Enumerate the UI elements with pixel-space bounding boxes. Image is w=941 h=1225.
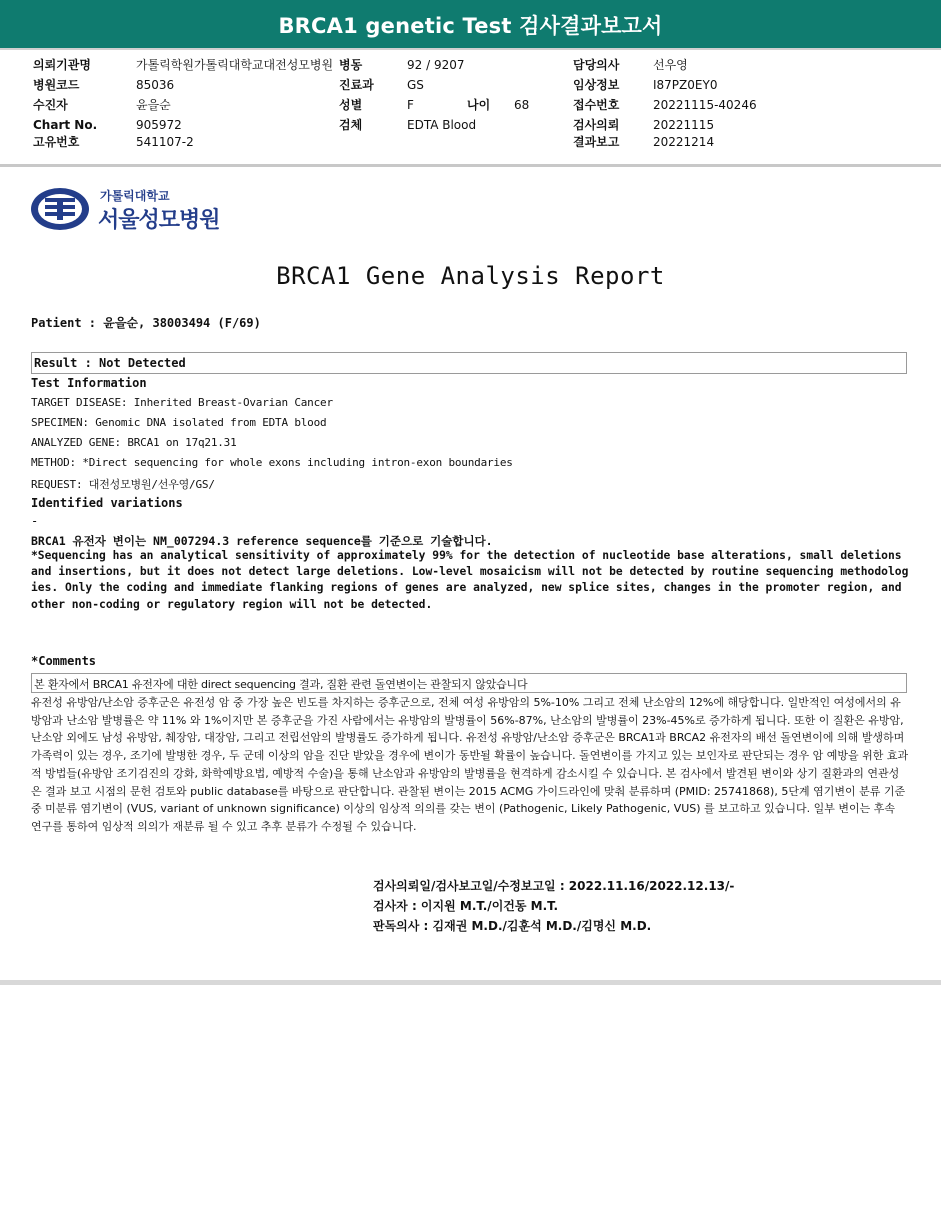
label-physician: 담당의사 [573, 58, 620, 72]
value-hospital-code: 85036 [136, 78, 175, 92]
reference-sequence-line: BRCA1 유전자 변이는 NM_007294.3 reference sequence를 기준으로 기술합니다. [31, 534, 493, 548]
analyzed-gene: ANALYZED GENE: BRCA1 on 17q21.31 [31, 436, 237, 449]
header-column-1 [33, 55, 333, 152]
value-unique-id: 541107-2 [136, 135, 194, 149]
label-specimen: 검체 [339, 118, 363, 132]
comment-summary: 본 환자에서 BRCA1 유전자에 대한 direct sequencing 결과, 질환 관련 돌연변이는 관찰되지 않았습니다 [34, 678, 528, 691]
dates-line: 검사의뢰일/검사보고일/수정보고일 : 2022.11.16/2022.12.13/- [373, 879, 735, 893]
value-sex: F [407, 98, 414, 112]
reviewer-line: 판독의사 : 김재권 M.D./김훈석 M.D./김명신 M.D. [373, 919, 652, 933]
hospital-emblem-icon [30, 187, 90, 231]
value-department: GS [407, 78, 424, 92]
comment-body: 유전성 유방암/난소암 증후군은 유전성 암 중 가장 높은 빈도를 차지하는 증후군으로, 전체 여성 유방암의 5%-10% 그리고 전체 난소암의 12%에 해당합니다. 일반적인 여성에서의 유방암과 난소암 발병률은 약 11% 와 1%이지만 본 증후군을 가진 사람에서는 유방암의 발병률이 56%-87%, 난소암의 발병률이 23%-45%로 증가하게 됩니다. 또한 이 질환은 유방암, 난소암 외에도 남성 유방암, 췌장암, 대장암, 그리고 전립선암의 발병률도 증가하게 됩니다. 유전성 유방암/난소암 증후군은 BRCA1과 BRCA2 유전자의 배선 돌연변이에 의해 발생하며 가족력이 있는 경우, 조기에 발병한 경우, 두 군데 이상의 암을 진단 받았을 경우에 변이가 동반될 확률이 높습니다. 돌연변이를 가지고 있는 보인자로 판단되는 경우 암 예방을 위한 효과적 방법들(유방암 조기검진의 강화, 화학예방요법, 예방적 수술)을 통해 난소암과 유방암의 발병률을 현격하게 감소시킬 수 있습니다. 본 검사에서 발견된 변이와 상기 질환과의 연관성은 결과 보고 시점의 문헌 검토와 public database를 바탕으로 판단합니다. 관찰된 변이는 2015 ACMG 가이드라인에 맞춰 분류하며 (PMID: 25741868), 5단계 염기변이 분류 기준 중 미분류 염기변이 (VUS, variant of unknown significance) 이상의 임상적 의의를 갖는 변이 (Pathogenic, Likely Pathogenic, VUS) 를 보고하고 있습니다. 일부 변이는 후속 연구를 통하여 임상적 의의가 재분류 될 수 있고 추후 분류가 수정될 수 있습니다. [31, 696, 909, 833]
comment-box [31, 673, 907, 693]
header-separator [0, 164, 941, 167]
specimen-info: SPECIMEN: Genomic DNA isolated from EDTA blood [31, 416, 327, 429]
label-ward: 병동 [339, 58, 363, 72]
sensitivity-note: *Sequencing has an analytical sensitivity of approximately 99% for the detection of nucleotide base alterations, small deletions and insertions, but it does not detect large deletions. Low-level mosaicism will not be detected by routine sequencing methodologies. Only the coding and immediate flanking regions of genes are analyzed, new splice sites, changes in the promoter region, and other non-coding or regulatory region will not be detected. [31, 549, 909, 611]
label-sex: 성별 [339, 98, 363, 112]
patient-line: Patient : 윤을순, 38003494 (F/69) [31, 316, 261, 330]
result-text: Result : Not Detected [34, 356, 186, 370]
header-column-2 [339, 55, 529, 135]
logo-university-name: 가톨릭대학교 [100, 189, 170, 203]
hospital-logo [30, 187, 220, 235]
label-accession-no: 접수번호 [573, 98, 620, 112]
label-unique-id: 고유번호 [33, 135, 80, 149]
value-specimen: EDTA Blood [407, 118, 477, 132]
header-column-3 [573, 55, 757, 152]
value-age: 68 [514, 98, 530, 112]
report-title-bar [0, 0, 941, 50]
gene-report-title: BRCA1 Gene Analysis Report [276, 262, 665, 290]
request-info: REQUEST: 대전성모병원/선우영/GS/ [31, 478, 215, 491]
value-physician: 선우영 [653, 58, 688, 72]
value-report-date: 20221214 [653, 135, 715, 149]
tester-line: 검사자 : 이지원 M.T./이건동 M.T. [373, 899, 559, 913]
label-age: 나이 [467, 98, 491, 112]
value-requesting-institution: 가톨릭학원가톨릭대학교대전성모병원 [136, 58, 334, 72]
label-department: 진료과 [339, 78, 374, 92]
label-report-date: 결과보고 [573, 135, 620, 149]
test-info-heading: Test Information [31, 376, 147, 390]
value-patient: 윤을순 [136, 98, 171, 112]
value-chart-no: 905972 [136, 118, 182, 132]
logo-hospital-name: 서울성모병원 [98, 208, 220, 233]
label-request-date: 검사의뢰 [573, 118, 620, 132]
comments-heading: *Comments [31, 654, 97, 668]
value-request-date: 20221115 [653, 118, 715, 132]
label-clinical-info: 임상정보 [573, 78, 620, 92]
label-patient: 수진자 [33, 98, 68, 112]
value-ward: 92 / 9207 [407, 58, 465, 72]
target-disease: TARGET DISEASE: Inherited Breast-Ovarian Cancer [31, 396, 333, 409]
report-title: BRCA1 genetic Test 검사결과보고서 [278, 14, 663, 38]
label-requesting-institution: 의뢰기관명 [33, 58, 91, 72]
label-hospital-code: 병원코드 [33, 78, 80, 92]
footer-separator [0, 980, 941, 985]
label-chart-no: Chart No. [33, 118, 98, 132]
result-box [31, 352, 907, 374]
identified-variations-value: - [31, 514, 39, 528]
value-accession-no: 20221115-40246 [653, 98, 757, 112]
method-info: METHOD: *Direct sequencing for whole exons including intron-exon boundaries [31, 456, 513, 469]
identified-variations-heading: Identified variations [31, 496, 183, 510]
value-clinical-info: I87PZ0EY0 [653, 78, 718, 92]
